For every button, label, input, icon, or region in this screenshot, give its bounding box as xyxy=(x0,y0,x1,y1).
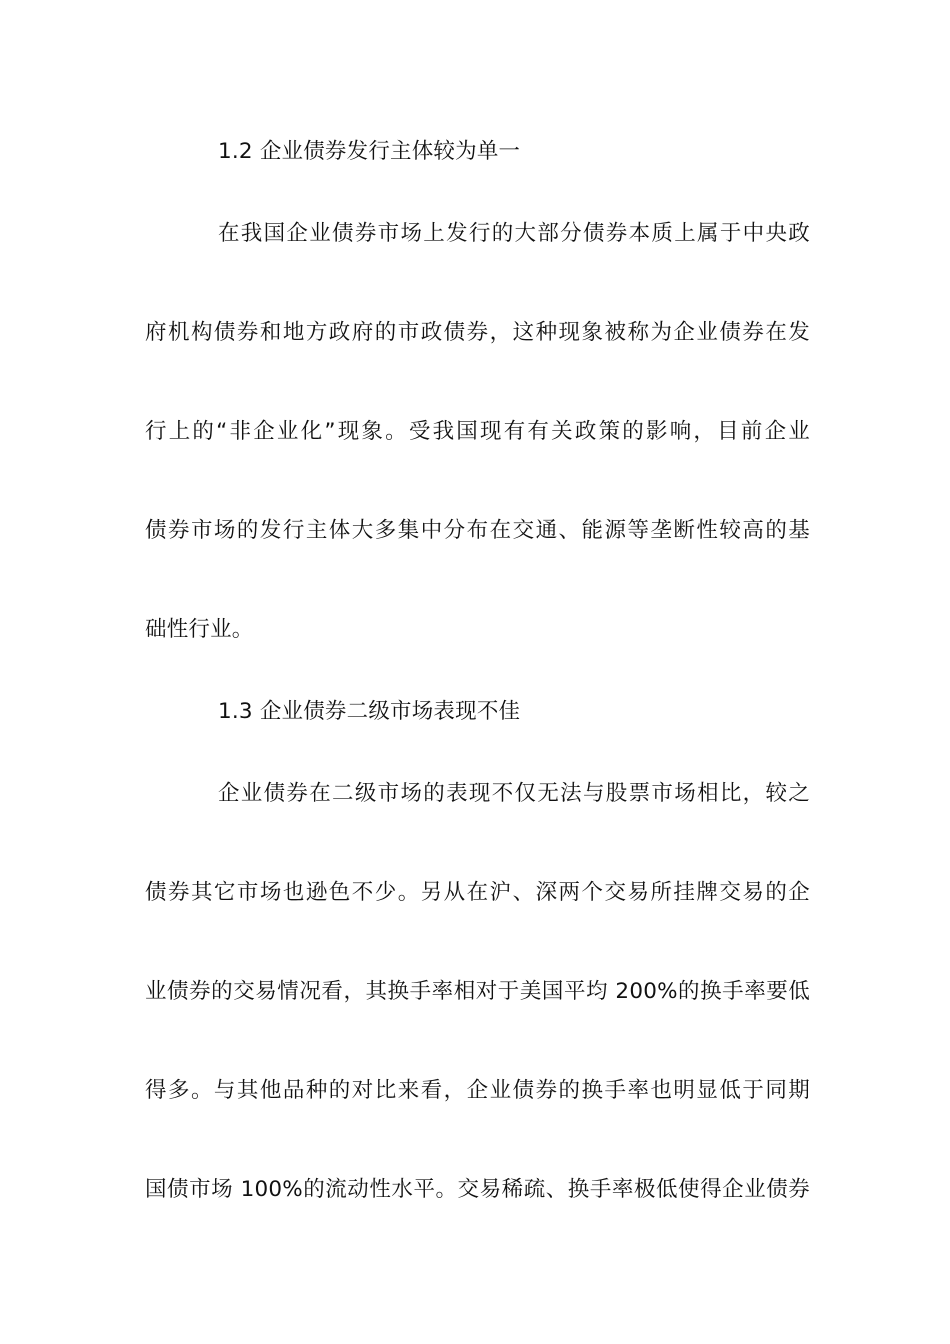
paragraph-2-line-2: 债券其它市场也逊色不少。另从在沪、深两个交易所挂牌交易的企 xyxy=(145,880,810,905)
paragraph-2-line-1: 企业债券在二级市场的表现不仅无法与股票市场相比，较之 xyxy=(218,781,810,806)
section-heading-1-2: 1.2 企业债券发行主体较为单一 xyxy=(218,139,521,164)
paragraph-1-line-1: 在我国企业债券市场上发行的大部分债券本质上属于中央政 xyxy=(218,221,810,246)
paragraph-1-line-5: 础性行业。 xyxy=(145,617,254,642)
paragraph-1-line-3: 行上的“非企业化”现象。受我国现有有关政策的影响，目前企业 xyxy=(145,419,810,444)
paragraph-2-line-4: 得多。与其他品种的对比来看，企业债券的换手率也明显低于同期 xyxy=(145,1078,810,1103)
section-heading-1-3: 1.3 企业债券二级市场表现不佳 xyxy=(218,699,521,724)
paragraph-2-line-5: 国债市场 100%的流动性水平。交易稀疏、换手率极低使得企业债券 xyxy=(145,1177,810,1202)
paragraph-2-line-3: 业债券的交易情况看，其换手率相对于美国平均 200%的换手率要低 xyxy=(145,979,810,1004)
paragraph-1-line-2: 府机构债券和地方政府的市政债券，这种现象被称为企业债券在发 xyxy=(145,320,810,345)
paragraph-1-line-4: 债券市场的发行主体大多集中分布在交通、能源等垄断性较高的基 xyxy=(145,518,810,543)
